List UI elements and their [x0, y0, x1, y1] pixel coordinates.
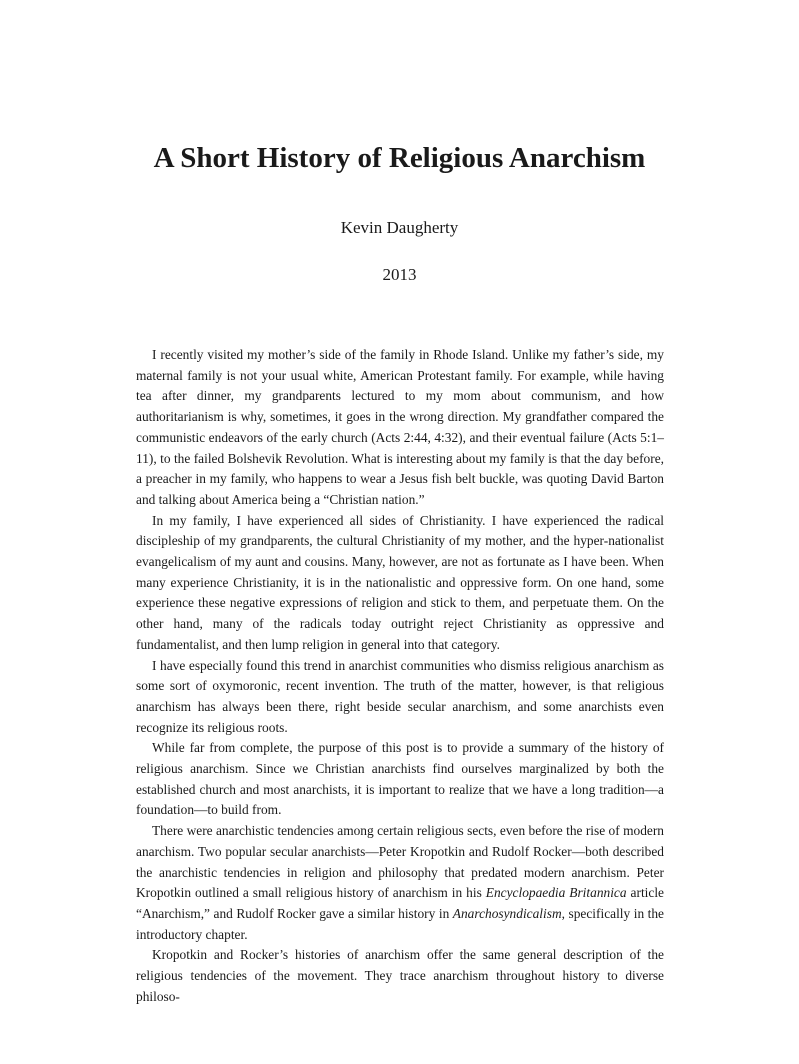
article-body [136, 345, 664, 1008]
paragraph-5 [136, 821, 664, 945]
publication-date: 2013 [382, 265, 417, 284]
paragraph-4: While far from complete, the purpose of this post is to provide a summary of the history of religious anarchism. Since we Christian anarchists find ourselves marginalized by both the established church and most anarchists, it is important to realize that we have a long tradition—a foundation—to build from. [136, 740, 664, 818]
paragraph-6: Kropotkin and Rocker’s histories of anarchism offer the same general description of the religious tendencies of the movement. They trace anarchism throughout history to diverse philoso- [136, 947, 664, 1004]
paragraph-5-text-after: , specifically in the introductory chapter. [136, 905, 664, 942]
anarchosyndicalism-title: Anarchosyndicalism [452, 905, 562, 921]
paragraph-1: I recently visited my mother’s side of the family in Rhode Island. Unlike my father’s side, my maternal family is not your usual white, American Protestant family. For example, while having tea after dinner, my grandparents lectured to my mom about communism, and how authoritarianism is why, sometimes, it goes in the wrong direction. My grandfather compared the communistic endeavors of the early church (Acts 2:44, 4:32), and their eventual failure (Acts 5:1–11), to the failed Bolshevik Revolution. What is interesting about my family is that the day before, a preacher in my family, who happens to wear a Jesus fish belt buckle, was quoting David Barton and talking about America being a “Christian nation.” [136, 347, 664, 507]
paragraph-5-text-before: There were anarchistic tendencies among certain religious sects, even before the rise of modern anarchism. Two popular secular anarchists—Peter Kropotkin and Rudolf Rocker—both described the anarchistic tendencies in religion and philosophy that predated modern anarchism. Peter Kropotkin outlined a small religious history of anarchism in his [136, 823, 664, 901]
paragraph-3: I have especially found this trend in anarchist communities who dismiss religious anarchism as some sort of oxymoronic, recent invention. The truth of the matter, however, is that religious anarchism has always been there, right beside secular anarchism, and some anarchists even recognize its religious roots. [136, 657, 664, 735]
paragraph-5-text-middle: article “Anarchism,” and Rudolf Rocker gave a similar history in [136, 885, 664, 921]
paragraph-2: In my family, I have experienced all sides of Christianity. I have experienced the radical discipleship of my grandparents, the cultural Christianity of my mother, and the hyper-nationalist evangelicalism of my aunt and cousins. Many, however, are not as fortunate as I have been. When many experience Christianity, it is in the nationalistic and oppressive form. On one hand, some experience these negative expressions of religion and stick to them, and perpetuate them. On the other hand, many of the radicals today outright reject Christianity as oppressive and fundamentalist, and then lump religion in general into that category. [136, 512, 664, 652]
author-name: Kevin Daugherty [340, 218, 459, 237]
encyclopaedia-title: Encyclopaedia Britannica [485, 885, 627, 901]
document-title: A Short History of Religious Anarchism [153, 142, 646, 174]
